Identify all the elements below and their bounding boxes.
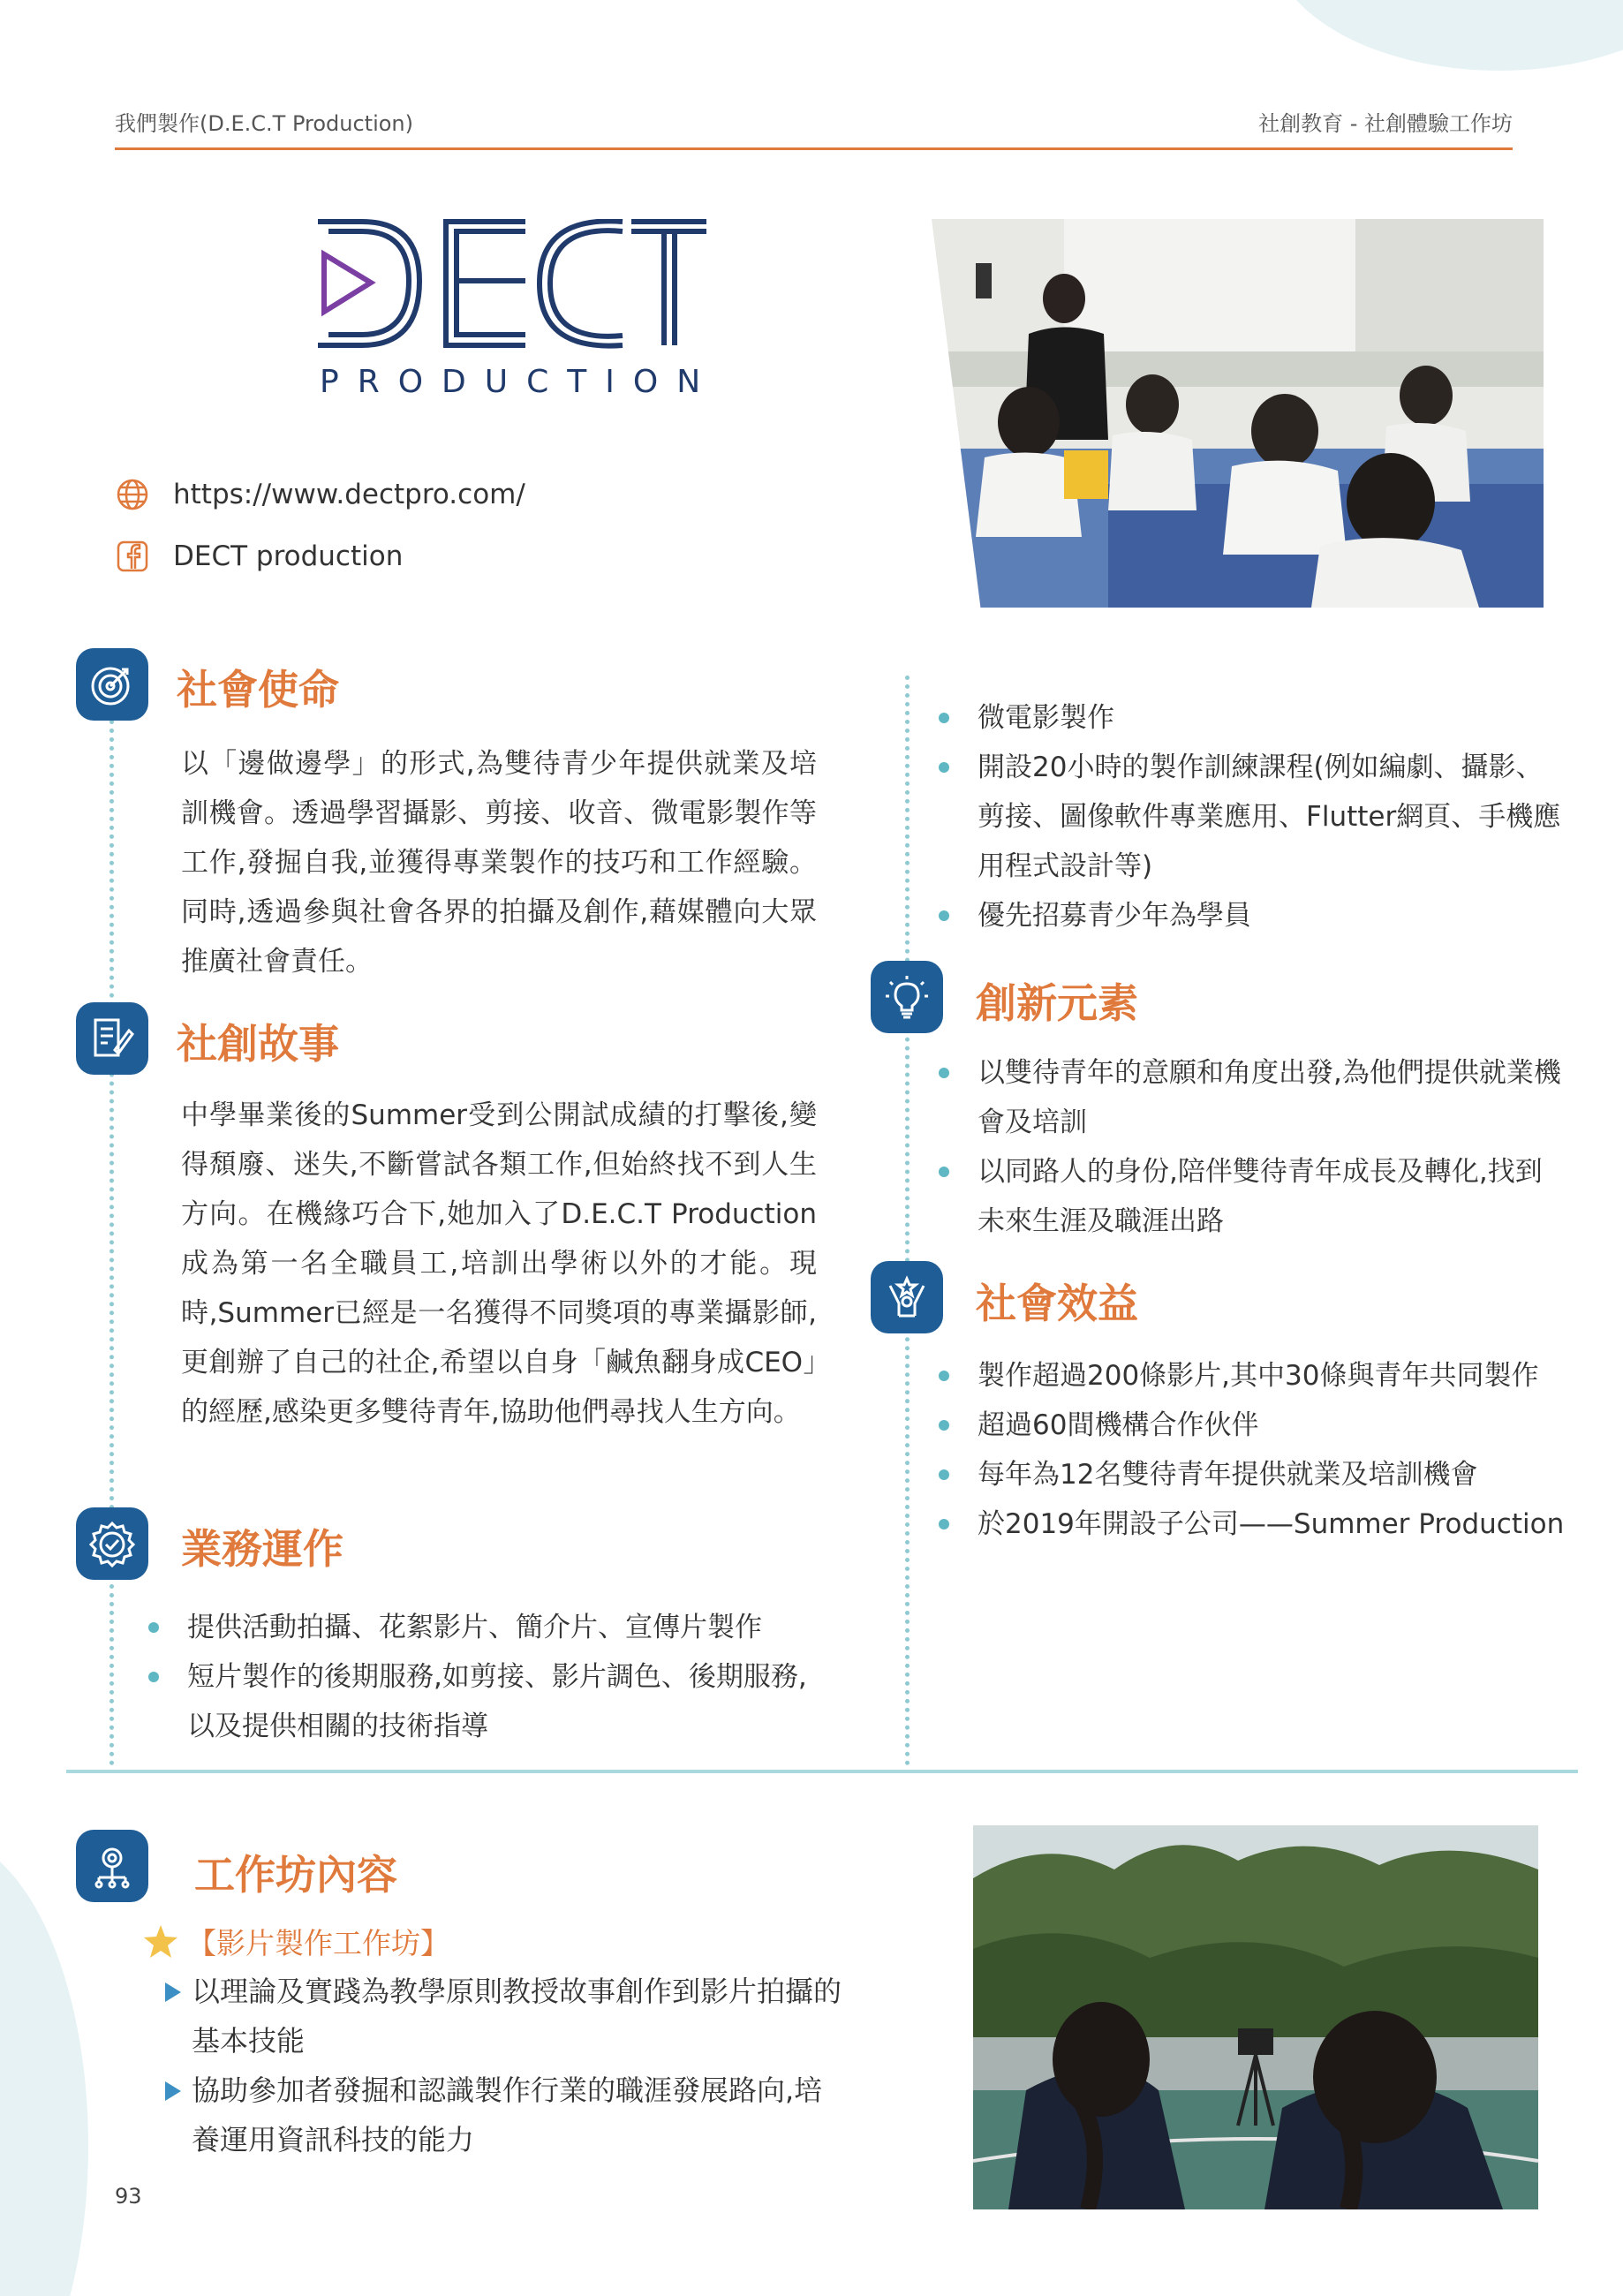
workshop-icon-box [76, 1830, 148, 1902]
impact-title: 社會效益 [976, 1280, 1138, 1327]
innovation-list [932, 1048, 1567, 1246]
operation-list-continued [932, 693, 1567, 940]
list-item: 製作超過200條影片,其中30條與青年共同製作 [932, 1351, 1585, 1401]
story-text: 中學畢業後的Summer受到公開試成績的打擊後,變得頹廢、迷失,不斷嘗試各類工作,但始終找不到人生方向。在機緣巧合下,她加入了D.E.C.T Production成為第一名全職員工,培訓出學術以外的才能。現時,Summer已經是一名獲得不同獎項的專業攝影師,更創辦了自己的社企,希望以自身「鹹魚翻身成CEO」的經歷,感染更多雙待青年,協助他們尋找人生方向。 [181, 1099, 817, 1428]
target-icon [88, 661, 136, 708]
gear-check-icon [88, 1520, 136, 1567]
star-icon [141, 1922, 180, 1961]
section-divider [66, 1770, 1578, 1773]
decorative-blob [1270, 0, 1623, 71]
list-item: 以同路人的身份,陪伴雙待青年成長及轉化,找到未來生涯及職涯出路 [932, 1147, 1567, 1246]
document-pen-icon [88, 1015, 136, 1062]
list-item: 微電影製作 [932, 693, 1567, 743]
header-left: 我們製作(D.E.C.T Production) [115, 111, 413, 136]
network-gear-icon [88, 1842, 136, 1890]
contact-website[interactable] [115, 477, 525, 512]
lightbulb-icon [883, 973, 931, 1021]
header-divider [115, 147, 1513, 150]
mission-icon-box [76, 648, 148, 721]
list-item: 以理論及實踐為教學原則教授故事創作到影片拍攝的基本技能 [163, 1967, 843, 2066]
celebration-icon [883, 1273, 931, 1321]
list-item: 提供活動拍攝、花絮影片、簡介片、宣傳片製作 [141, 1603, 830, 1652]
workshop-list [163, 1967, 843, 2164]
story-title: 社創故事 [177, 1020, 339, 1068]
operation-icon-box [76, 1507, 148, 1580]
mission-text: 以「邊做邊學」的形式,為雙待青少年提供就業及培訓機會。透過學習攝影、剪接、收音、微電影製作等工作,發掘自我,並獲得專業製作的技巧和工作經驗。同時,透過參與社會各界的拍攝及創作,藉媒體向大眾推廣社會責任。 [181, 748, 817, 978]
workshop-title: 工作坊內容 [194, 1851, 397, 1899]
contact-facebook[interactable] [115, 539, 403, 574]
list-item: 超過60間機構合作伙伴 [932, 1401, 1585, 1450]
page-number: 93 [115, 2184, 142, 2209]
classroom-photo [932, 219, 1544, 608]
innovation-title: 創新元素 [976, 979, 1138, 1027]
dotted-guide-left [109, 684, 114, 1766]
workshop-subtitle: 【影片製作工作坊】 [187, 1926, 449, 1960]
facebook-page[interactable]: DECT production [173, 540, 404, 572]
workshop-subtitle-row [141, 1921, 449, 1962]
list-item: 協助參加者發掘和認識製作行業的職涯發展路向,培養運用資訊科技的能力 [163, 2066, 843, 2164]
list-item: 每年為12名雙待青年提供就業及培訓機會 [932, 1450, 1585, 1499]
header-right: 社創教育 - 社創體驗工作坊 [1258, 111, 1513, 136]
list-item: 以雙待青年的意願和角度出發,為他們提供就業機會及培訓 [932, 1048, 1567, 1147]
globe-icon [115, 477, 150, 512]
filming-photo [973, 1825, 1538, 2209]
list-item: 短片製作的後期服務,如剪接、影片調色、後期服務,以及提供相關的技術指導 [141, 1652, 830, 1751]
facebook-icon [115, 539, 150, 574]
dotted-guide-middle [905, 676, 910, 1766]
decorative-blob [0, 1837, 88, 2296]
list-item: 開設20小時的製作訓練課程(例如編劇、攝影、剪接、圖像軟件專業應用、Flutter網頁、手機應用程式設計等) [932, 743, 1567, 891]
list-item: 優先招募青少年為學員 [932, 891, 1567, 940]
logo-subtitle: PRODUCTION [320, 364, 720, 400]
story-icon-box [76, 1002, 148, 1075]
impact-icon-box [871, 1261, 943, 1333]
operation-list [141, 1603, 830, 1751]
innovation-icon-box [871, 961, 943, 1033]
website-url[interactable]: https://www.dectpro.com/ [173, 479, 525, 510]
mission-title: 社會使命 [177, 666, 339, 714]
list-item: 於2019年開設子公司——Summer Production [932, 1499, 1585, 1549]
operation-title: 業務運作 [181, 1525, 343, 1573]
impact-list [932, 1351, 1585, 1549]
